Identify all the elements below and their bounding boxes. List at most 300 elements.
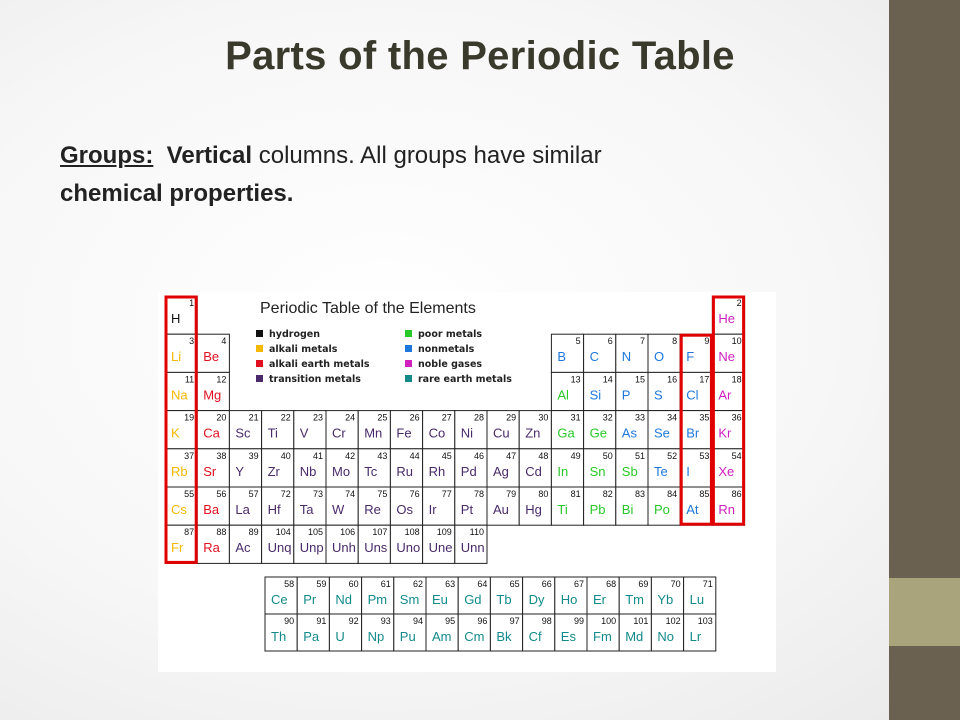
atomic-number: 42	[345, 450, 356, 461]
atomic-number: 27	[441, 412, 452, 423]
element-cell-no	[651, 614, 683, 651]
element-symbol: Re	[364, 502, 381, 517]
element-symbol: Ni	[460, 425, 474, 441]
element-cell-dy	[523, 577, 555, 614]
element-cell-au	[487, 487, 519, 525]
element-cell-cr	[326, 411, 358, 449]
atomic-number: 75	[377, 489, 388, 499]
element-symbol: Y	[235, 463, 245, 479]
element-symbol: Co	[428, 425, 446, 441]
atomic-number: 41	[312, 450, 323, 461]
atomic-number: 17	[699, 374, 710, 385]
element-cell-ho	[555, 577, 587, 614]
element-symbol: Mo	[332, 463, 351, 479]
element-symbol: Sm	[399, 592, 420, 607]
element-cell-os	[390, 487, 422, 525]
atomic-number: 105	[307, 527, 323, 538]
atomic-number: 68	[606, 579, 617, 589]
element-cell-he	[712, 296, 744, 334]
atomic-number: 20	[216, 412, 227, 423]
element-symbol: Au	[493, 502, 509, 517]
element-symbol: Bk	[496, 629, 512, 644]
element-cell-ni	[455, 411, 487, 449]
element-symbol: Ac	[235, 540, 251, 556]
atomic-number: 77	[441, 489, 452, 499]
atomic-number: 91	[316, 616, 327, 626]
element-symbol: Uno	[396, 540, 421, 556]
element-cell-gd	[458, 577, 490, 614]
element-symbol: Dy	[528, 592, 545, 607]
element-symbol: Nd	[335, 592, 353, 607]
element-cell-np	[362, 614, 394, 651]
element-cell-se	[648, 411, 680, 449]
legend-swatch	[256, 375, 263, 382]
element-cell-na	[165, 372, 197, 410]
atomic-number: 26	[409, 412, 420, 423]
element-symbol: Hf	[267, 502, 281, 517]
element-symbol: Unn	[460, 540, 485, 556]
element-cell-fr	[165, 525, 197, 563]
element-symbol: Lr	[689, 629, 702, 644]
atomic-number: 85	[699, 489, 710, 499]
atomic-number: 18	[731, 374, 742, 385]
element-symbol: Br	[686, 425, 700, 441]
element-cell-nd	[329, 577, 361, 614]
atomic-number: 47	[506, 450, 517, 461]
atomic-number: 88	[216, 527, 227, 538]
atomic-number: 63	[445, 579, 456, 589]
atomic-number: 28	[473, 412, 484, 423]
element-cell-v	[294, 411, 326, 449]
atomic-number: 58	[284, 579, 295, 589]
element-cell-sc	[229, 411, 261, 449]
element-cell-ir	[423, 487, 455, 525]
atomic-number: 11	[184, 374, 195, 385]
element-cell-cd	[519, 449, 551, 487]
element-symbol: N	[621, 349, 632, 365]
element-symbol: Ag	[493, 463, 509, 479]
element-cell-ac	[229, 525, 261, 563]
legend-label: nonmetals	[418, 344, 475, 355]
element-cell-unp	[294, 525, 326, 563]
vertical-word: Vertical	[166, 142, 253, 169]
element-cell-fm	[587, 614, 619, 651]
atomic-number: 2	[736, 298, 742, 308]
element-cell-unq	[262, 525, 294, 563]
element-cell-tc	[358, 449, 390, 487]
element-cell-ca	[197, 411, 229, 449]
element-symbol: Bi	[621, 502, 634, 517]
atomic-number: 102	[665, 616, 681, 626]
element-cell-uno	[390, 525, 422, 563]
element-cell-be	[197, 334, 229, 372]
element-symbol: Os	[396, 502, 414, 517]
legend-label: transition metals	[269, 374, 361, 385]
element-cell-s	[648, 372, 680, 410]
legend-label: alkali metals	[269, 344, 338, 355]
element-symbol: Li	[171, 349, 182, 365]
element-symbol: Pb	[589, 502, 606, 517]
atomic-number: 94	[412, 616, 423, 626]
atomic-number: 98	[541, 616, 552, 626]
element-symbol: Ne	[718, 349, 736, 365]
atomic-number: 38	[216, 450, 227, 461]
element-cell-mg	[197, 372, 229, 410]
atomic-number: 44	[409, 450, 420, 461]
element-symbol: W	[332, 502, 345, 517]
element-cell-pm	[362, 577, 394, 614]
atomic-number: 21	[248, 412, 259, 423]
element-cell-zr	[262, 449, 294, 487]
element-symbol: Sc	[235, 425, 251, 441]
element-symbol: Na	[171, 387, 188, 403]
element-symbol: Cm	[464, 629, 485, 644]
atomic-number: 23	[312, 412, 323, 423]
element-symbol: Ti	[267, 425, 278, 441]
element-symbol: As	[621, 425, 637, 441]
atomic-number: 45	[441, 450, 452, 461]
element-symbol: Er	[593, 592, 606, 607]
element-symbol: Eu	[432, 592, 448, 607]
element-cell-cs	[165, 487, 197, 525]
element-cell-ce	[265, 577, 297, 614]
element-symbol: C	[589, 349, 599, 365]
element-cell-lr	[684, 614, 716, 651]
element-symbol: Pu	[399, 629, 416, 644]
atomic-number: 24	[345, 412, 356, 423]
atomic-number: 67	[573, 579, 584, 589]
element-symbol: Cl	[686, 387, 699, 403]
atomic-number: 69	[638, 579, 649, 589]
atomic-number: 33	[634, 412, 645, 423]
element-symbol: Nb	[299, 463, 317, 479]
element-cell-si	[584, 372, 616, 410]
element-cell-b	[551, 334, 583, 372]
atomic-number: 64	[477, 579, 488, 589]
element-symbol: Pa	[303, 629, 320, 644]
element-symbol: Ca	[203, 425, 220, 441]
atomic-number: 81	[570, 489, 581, 499]
element-symbol: Ir	[428, 502, 437, 517]
element-cell-sm	[394, 577, 426, 614]
element-symbol: Lu	[689, 592, 705, 607]
element-cell-uns	[358, 525, 390, 563]
element-symbol: Zr	[267, 463, 280, 479]
atomic-number: 35	[699, 412, 710, 423]
element-cell-pa	[297, 614, 329, 651]
element-cell-ga	[551, 411, 583, 449]
element-symbol: Sb	[621, 463, 638, 479]
element-symbol: K	[171, 425, 180, 441]
element-symbol: Mn	[364, 425, 383, 441]
atomic-number: 84	[667, 489, 678, 499]
element-cell-ba	[197, 487, 229, 525]
element-cell-la	[229, 487, 261, 525]
element-cell-y	[229, 449, 261, 487]
element-cell-ne	[712, 334, 744, 372]
element-cell-u	[329, 614, 361, 651]
rare-earth-cells	[265, 577, 716, 651]
element-symbol: Po	[654, 502, 670, 517]
atomic-number: 51	[634, 450, 645, 461]
element-symbol: Es	[560, 629, 576, 644]
element-cell-pu	[394, 614, 426, 651]
element-cell-br	[680, 411, 712, 449]
legend-label: rare earth metals	[418, 374, 512, 385]
element-cell-w	[326, 487, 358, 525]
atomic-number: 6	[607, 336, 613, 347]
atomic-number: 12	[216, 374, 227, 385]
element-cell-tm	[619, 577, 651, 614]
atomic-number: 36	[731, 412, 742, 423]
element-symbol: Pd	[460, 463, 477, 479]
element-cell-co	[423, 411, 455, 449]
element-symbol: Mg	[203, 387, 222, 403]
groups-label: Groups:	[60, 142, 154, 169]
atomic-number: 104	[275, 527, 291, 538]
element-cell-i	[680, 449, 712, 487]
atomic-number: 49	[570, 450, 581, 461]
atomic-number: 109	[436, 527, 452, 538]
element-symbol: Ti	[557, 502, 568, 517]
atomic-number: 92	[348, 616, 359, 626]
decorative-sidebar	[889, 0, 960, 720]
element-symbol: Ru	[396, 463, 414, 479]
element-cell-at	[680, 487, 712, 525]
element-cell-rh	[423, 449, 455, 487]
slide-title: Parts of the Periodic Table	[225, 34, 735, 78]
element-symbol: S	[654, 387, 663, 403]
element-symbol: F	[686, 349, 695, 365]
element-cell-o	[648, 334, 680, 372]
body-sentence: columns. All groups have similar	[252, 142, 602, 169]
atomic-number: 76	[409, 489, 420, 499]
element-symbol: Tc	[364, 463, 378, 479]
element-symbol: Kr	[718, 425, 732, 441]
element-cell-unn	[455, 525, 487, 563]
element-symbol: Rn	[718, 502, 736, 517]
atomic-number: 73	[312, 489, 323, 499]
atomic-number: 43	[377, 450, 388, 461]
element-cell-kr	[712, 411, 744, 449]
element-cell-li	[165, 334, 197, 372]
legend-swatch	[256, 345, 263, 352]
atomic-number: 15	[634, 374, 645, 385]
element-cell-rn	[712, 487, 744, 525]
atomic-number: 55	[184, 489, 195, 499]
element-symbol: U	[335, 629, 345, 644]
element-symbol: Ho	[560, 592, 578, 607]
element-cell-md	[619, 614, 651, 651]
element-symbol: Ga	[557, 425, 575, 441]
element-cell-tb	[490, 577, 522, 614]
element-cell-une	[423, 525, 455, 563]
atomic-number: 83	[634, 489, 645, 499]
element-symbol: Cs	[171, 502, 187, 517]
element-symbol: V	[299, 425, 309, 441]
element-cell-zn	[519, 411, 551, 449]
element-cell-fe	[390, 411, 422, 449]
legend-label: poor metals	[418, 329, 483, 340]
element-symbol: Th	[271, 629, 287, 644]
element-symbol: Tm	[625, 592, 644, 607]
element-symbol: In	[557, 463, 569, 479]
element-symbol: Rh	[428, 463, 446, 479]
element-cell-al	[551, 372, 583, 410]
atomic-number: 46	[473, 450, 484, 461]
atomic-number: 39	[248, 450, 259, 461]
element-cell-ti	[551, 487, 583, 525]
atomic-number: 101	[633, 616, 649, 626]
element-cell-ru	[390, 449, 422, 487]
atomic-number: 53	[699, 450, 710, 461]
element-cell-n	[616, 334, 648, 372]
element-cell-pd	[455, 449, 487, 487]
legend-label: noble gases	[418, 359, 483, 370]
element-cell-ag	[487, 449, 519, 487]
element-cell-f	[680, 334, 712, 372]
element-symbol: Xe	[718, 463, 735, 479]
element-symbol: Ar	[718, 387, 732, 403]
atomic-number: 107	[372, 527, 388, 538]
element-cell-pb	[584, 487, 616, 525]
element-symbol: Fe	[396, 425, 412, 441]
atomic-number: 99	[573, 616, 584, 626]
element-cell-ta	[294, 487, 326, 525]
element-cell-cf	[523, 614, 555, 651]
element-symbol: Sr	[203, 463, 217, 479]
element-symbol: Am	[432, 629, 452, 644]
element-symbol: O	[654, 349, 665, 365]
element-cell-unh	[326, 525, 358, 563]
sidebar-accent-band	[889, 578, 960, 646]
element-cell-er	[587, 577, 619, 614]
element-symbol: La	[235, 502, 250, 517]
element-cell-yb	[651, 577, 683, 614]
atomic-number: 59	[316, 579, 327, 589]
element-cell-th	[265, 614, 297, 651]
element-symbol: Rb	[171, 463, 188, 479]
element-symbol: P	[621, 387, 631, 403]
atomic-number: 97	[509, 616, 520, 626]
atomic-number: 14	[602, 374, 613, 385]
element-symbol: Se	[654, 425, 670, 441]
element-symbol: Unp	[299, 540, 324, 556]
element-symbol: B	[557, 349, 567, 365]
element-symbol: He	[718, 311, 736, 326]
atomic-number: 74	[345, 489, 356, 499]
atomic-number: 40	[280, 450, 291, 461]
element-cell-hg	[519, 487, 551, 525]
atomic-number: 61	[380, 579, 391, 589]
element-symbol: Yb	[657, 592, 674, 607]
legend-swatch	[405, 330, 412, 337]
atomic-number: 89	[248, 527, 259, 538]
element-symbol: Uns	[364, 540, 388, 556]
element-symbol: Cr	[332, 425, 346, 441]
sidebar-bottom-band	[889, 646, 960, 720]
element-symbol: Np	[367, 629, 385, 644]
element-cell-in	[551, 449, 583, 487]
element-symbol: Pt	[460, 502, 474, 517]
element-symbol: Cu	[493, 425, 510, 441]
atomic-number: 9	[704, 336, 710, 347]
element-cell-ge	[584, 411, 616, 449]
periodic-table-title: Periodic Table of the Elements	[260, 300, 476, 317]
atomic-number: 60	[348, 579, 359, 589]
atomic-number: 4	[221, 336, 227, 347]
element-cell-mo	[326, 449, 358, 487]
element-symbol: Pr	[303, 592, 317, 607]
element-cell-ti	[262, 411, 294, 449]
element-cell-c	[584, 334, 616, 372]
element-cell-ar	[712, 372, 744, 410]
atomic-number: 100	[601, 616, 617, 626]
element-symbol: Te	[654, 463, 668, 479]
atomic-number: 78	[473, 489, 484, 499]
atomic-number: 66	[541, 579, 552, 589]
atomic-number: 71	[702, 579, 713, 589]
atomic-number: 48	[538, 450, 549, 461]
element-symbol: Sn	[589, 463, 606, 479]
atomic-number: 87	[184, 527, 195, 538]
legend-label: hydrogen	[269, 329, 320, 340]
legend-swatch	[256, 330, 263, 337]
element-symbol: Pm	[367, 592, 388, 607]
element-cell-nb	[294, 449, 326, 487]
element-cell-rb	[165, 449, 197, 487]
atomic-number: 5	[575, 336, 581, 347]
element-cell-re	[358, 487, 390, 525]
atomic-number: 22	[280, 412, 291, 423]
element-cell-sr	[197, 449, 229, 487]
legend	[256, 329, 512, 385]
element-cell-bi	[616, 487, 648, 525]
atomic-number: 79	[506, 489, 517, 499]
atomic-number: 52	[667, 450, 678, 461]
atomic-number: 32	[602, 412, 613, 423]
element-symbol: Zn	[525, 425, 541, 441]
atomic-number: 19	[184, 412, 195, 423]
legend-label: alkali earth metals	[269, 359, 370, 370]
element-cell-cl	[680, 372, 712, 410]
atomic-number: 70	[670, 579, 681, 589]
element-symbol: Ge	[589, 425, 607, 441]
element-cell-as	[616, 411, 648, 449]
element-cell-lu	[684, 577, 716, 614]
atomic-number: 82	[602, 489, 613, 499]
element-cell-k	[165, 411, 197, 449]
element-cell-eu	[426, 577, 458, 614]
atomic-number: 80	[538, 489, 549, 499]
element-cell-cm	[458, 614, 490, 651]
atomic-number: 1	[189, 298, 195, 308]
atomic-number: 110	[469, 527, 484, 538]
chemical-properties-text: chemical properties.	[60, 180, 294, 207]
element-cell-h	[165, 296, 197, 334]
element-symbol: Cf	[528, 629, 542, 644]
atomic-number: 54	[731, 450, 742, 461]
element-symbol: I	[686, 463, 690, 479]
element-symbol: No	[657, 629, 675, 644]
element-cell-hf	[262, 487, 294, 525]
element-cell-xe	[712, 449, 744, 487]
atomic-number: 37	[184, 450, 195, 461]
element-cell-cu	[487, 411, 519, 449]
element-symbol: H	[171, 311, 181, 326]
element-symbol: Gd	[464, 592, 482, 607]
atomic-number: 106	[340, 527, 356, 538]
